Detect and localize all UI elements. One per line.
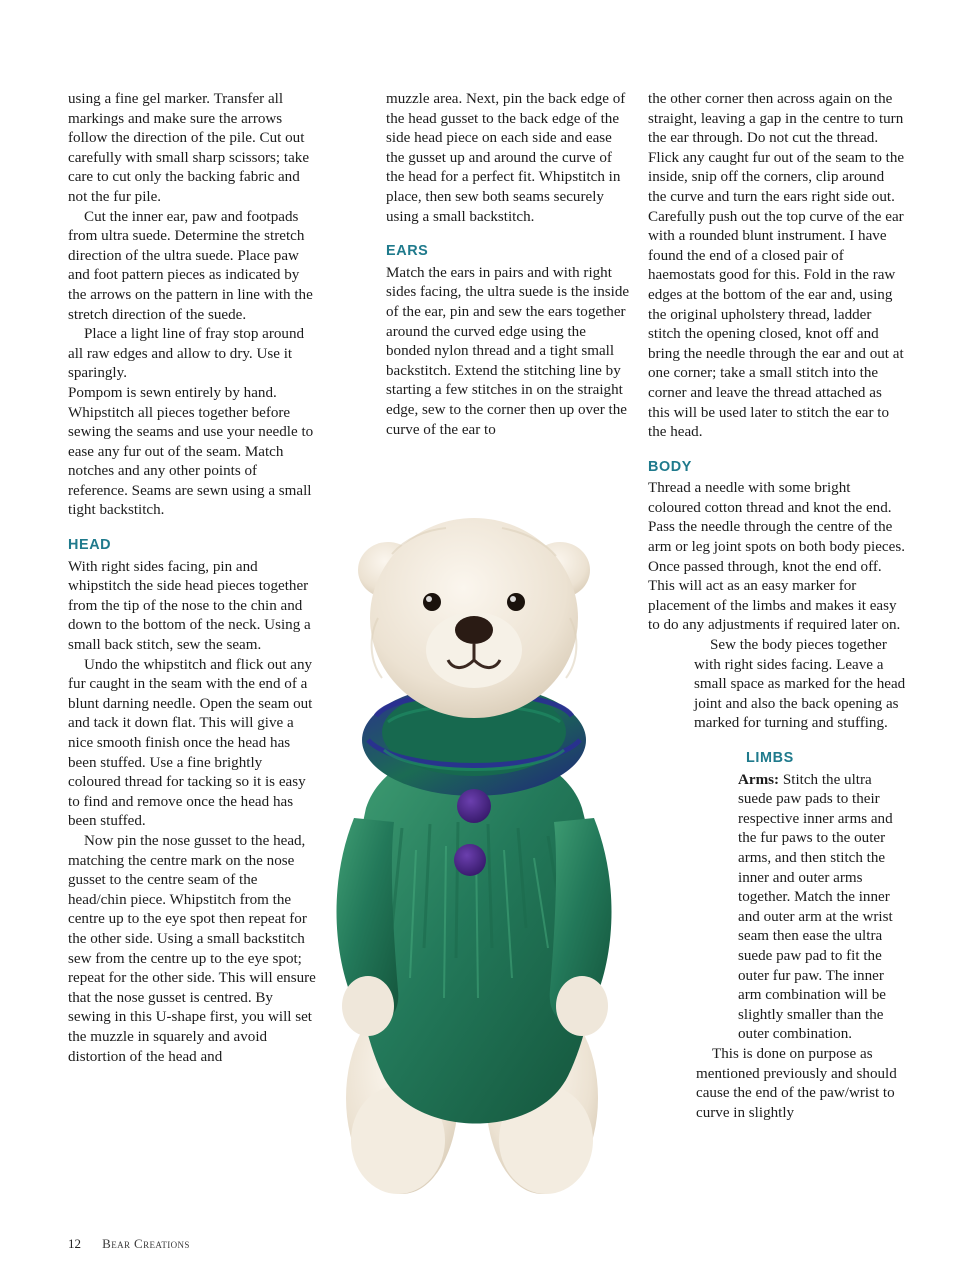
page-number: 12 xyxy=(68,1236,81,1251)
paragraph: This is done on purpose as mentioned previously and should cause the end of the paw/wrist to curve in slightly xyxy=(696,1045,897,1121)
limbs-text-block xyxy=(648,771,906,1124)
arms-label: Arms: xyxy=(738,771,780,788)
paragraph: Match the ears in pairs and with right sides facing, the ultra suede is the inside of the ear, pin and sew the ears together around the curved edge using the bonded nylon thread and a tight small backstitch. Extend the stitching line by starting a few stitches in on the straight edge, sew to the corner then up over the curve of the ear to xyxy=(386,264,630,438)
paragraph: muzzle area. Next, pin the back edge of the head gusset to the back edge of the side head piece on each side and ease the gusset up and around the curve of the head for a perfect fit. Whipstitch in place, then sew both seams securely using a small backstitch. xyxy=(386,91,626,225)
paragraph: Cut the inner ear, paw and footpads from ultra suede. Determine the stretch direction of the ultra suede. Place paw and foot pattern pieces as indicated by the arrows on the pattern in line with the stretch direction of the suede. xyxy=(68,208,313,323)
paragraph: Pompom is sewn entirely by hand. Whipstitch all pieces together before sewing the seams and use your needle to ease any fur out of the seam. Match notches and any other points of reference. Seams are sewn using a small tight backstitch. xyxy=(68,384,314,519)
section-heading-limbs: LIMBS xyxy=(746,750,794,766)
section-heading-ears: EARS xyxy=(386,243,429,260)
section-heading-head: HEAD xyxy=(68,537,112,554)
paragraph: With right sides facing, pin and whipstitch the side head pieces together from the tip of the nose to the chin and down to the bottom of the neck. Using a small back stitch, sew the seam. xyxy=(68,558,311,654)
publication-name: Bear Creations xyxy=(102,1236,190,1251)
paragraph: Place a light line of fray stop around all raw edges and allow to dry. Use it sparingly. xyxy=(68,326,305,382)
column-2 xyxy=(386,90,634,440)
paragraph: Thread a needle with some bright coloured cotton thread and knot the end. Pass the needle through the centre of the arm or leg joint spots on both body pieces. Once passed through, knot the end off. This will act as an easy marker for placement of the limbs and makes it easy to do any adjustments if required later on. xyxy=(648,480,905,634)
paragraph: the other corner then across again on the straight, leaving a gap in the centre to turn the ear through. Do not cut the thread. Flick any caught fur out of the seam to the inside, snip off the corners, clip around the curve and turn the ears right side out. Carefully push out the top curve of the ear with a rounded blunt instrument. I have found the end of a closed pair of haemostats good for this. Fold in the raw edges at the bottom of the ear and, using the original upholstery thread, ladder stitch the opening closed, knot off and bring the needle through the ear and out at one corner; take a small stitch into the corner and leave the thread attached as this will be used later to stitch the ear to the head. xyxy=(648,91,905,441)
column-3 xyxy=(648,90,906,1123)
teddy-bear-illustration xyxy=(306,478,658,1206)
arms-text: Stitch the ultra suede paw pads to their respective inner arms and the fur paws to the outer arms, and then stitch the inner and outer arms together. Match the inner and outer arm at the wrist seam then ease the ultra suede paw pad to fit the outer fur paw. The inner arm combination will be slightly smaller than the outer combination. xyxy=(738,771,893,1043)
column-1 xyxy=(68,90,316,1067)
paragraph: Now pin the nose gusset to the head, matching the centre mark on the nose gusset to the centre seam of the head/chin piece. Whipstitch from the centre up to the eye spot then repeat for the other side. Using a small backstitch sew from the centre up to the eye spot; repeat for the other side. This will ensure that the nose gusset is centred. By sewing in this U-shape first, you will set the muzzle in squarely and avoid distortion of the head and xyxy=(68,832,316,1065)
paragraph: Sew the body pieces together with right sides facing. Leave a small space as marked for the head joint and also the back opening as marked for turning and stuffing. xyxy=(694,637,906,732)
paragraph: Undo the whipstitch and flick out any fur caught in the seam with the end of a blunt darning needle. Open the seam out and tack it down flat. This will give a nice smooth finish once the head has been stuffed. Use a fine brightly coloured thread for tacking so it is easy to find and remove once the head has been stuffed. xyxy=(68,656,313,830)
paragraph-arms xyxy=(738,771,906,1045)
section-heading-body: BODY xyxy=(648,458,692,475)
page-footer xyxy=(68,1236,190,1252)
bear-photo xyxy=(306,478,658,1206)
paragraph: using a fine gel marker. Transfer all markings and make sure the arrows follow the direction of the pile. Cut out carefully with small sharp scissors; take care to cut only the backing fabric and not the fur pile. xyxy=(68,91,310,205)
